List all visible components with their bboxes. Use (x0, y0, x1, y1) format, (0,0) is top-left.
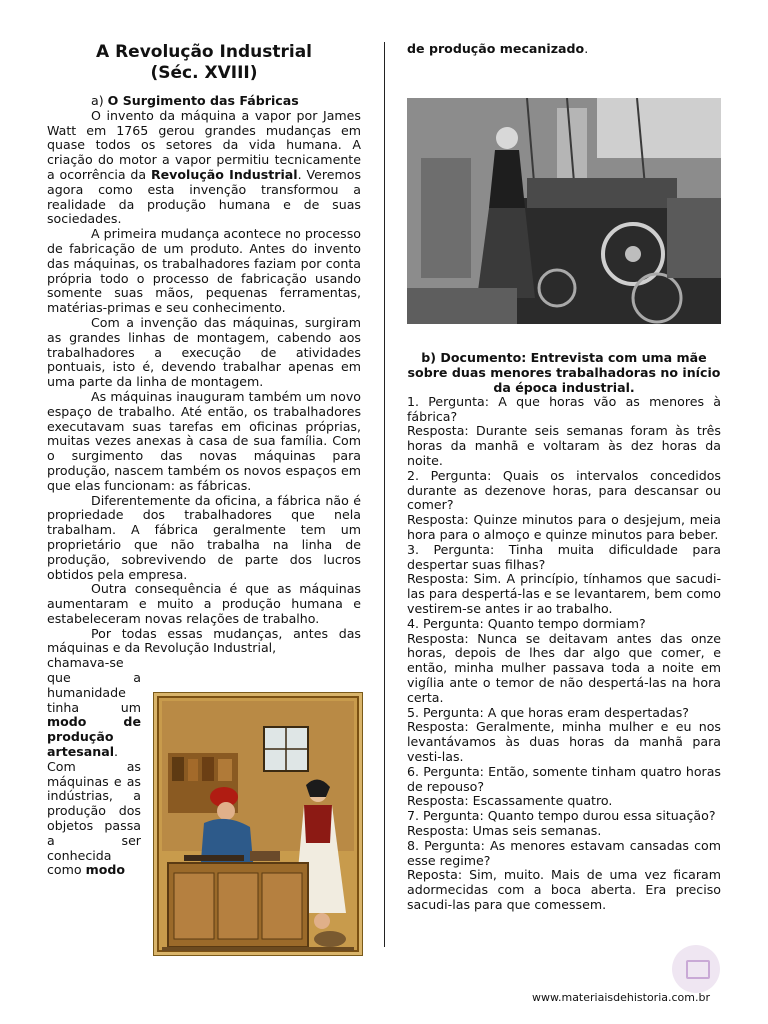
artisan-workshop-illustration (153, 692, 363, 956)
paragraph-3: Com a invenção das máquinas, surgiram as grandes linhas de montagem, cabendo aos trabalhadores a execução de atividades pontuais, isto é, devendo trabalhar apenas em uma parte da linha de montagem. (47, 314, 361, 390)
term-revolucao-industrial: Revolução Industrial (150, 166, 298, 182)
interview-line: 1. Pergunta: A que horas vão as menores à fábrica? (407, 393, 721, 424)
section-a-title: O Surgimento das Fábricas (107, 93, 299, 108)
interview-line: Resposta: Umas seis semanas. (407, 822, 602, 838)
paragraph-6: Outra consequência é que as máquinas aumentaram e muito a produção humana e estabeleceram novas relações de trabalho. (47, 581, 361, 626)
interview-line: 4. Pergunta: Quanto tempo dormiam? (407, 615, 646, 631)
right-column (407, 40, 721, 913)
title-line-2: (Séc. XVIII) (150, 63, 258, 83)
footer-website[interactable]: www.materiaisdehistoria.com.br (532, 991, 710, 1004)
interview-list (407, 395, 721, 913)
book-logo-icon (672, 945, 720, 993)
paragraph-5: Diferentemente da oficina, a fábrica não é propriedade dos trabalhadores que nela trabalham. A fábrica geralmente tem um proprietário que não trabalha na linha de produção, sobrevivendo de parte dos lucros obtidos pela empresa. (47, 492, 361, 582)
interview-line: Resposta: Escassamente quatro. (407, 793, 613, 809)
column-divider (384, 42, 385, 947)
interview-line: 6. Pergunta: Então, somente tinham quatro horas de repouso? (407, 763, 721, 794)
interview-line: 7. Pergunta: Quanto tempo durou essa situação? (407, 808, 716, 824)
section-a-heading: a) O Surgimento das Fábricas (91, 93, 299, 108)
paragraph-7-continuation: de produção mecanizado. (407, 41, 589, 56)
interview-line: 3. Pergunta: Tinha muita dificuldade para despertar suas filhas? (407, 541, 721, 572)
section-b-heading: b) Documento: Entrevista com uma mãe sobre duas menores trabalhadoras no início da época industrial. (407, 349, 721, 395)
term-modo: modo (85, 862, 126, 878)
artisan-wrap-block (47, 656, 361, 878)
paragraph-1: O invento da máquina a vapor por James Watt em 1765 gerou grandes mudanças em quase todos os setores da vida humana. A criação do motor a vapor permitiu tecnicamente a ocorrência da Revolução Industrial. Veremos agora como esta invenção transformou a realidade da produção humana e de suas sociedades. (47, 107, 362, 227)
interview-line: Resposta: Nunca se deitavam antes das onze horas, depois de lhes dar algo que comer, e então, minha mulher passava toda a noite em vigília ante o temor de não despertá-las na hora certa. (407, 630, 721, 705)
paragraph-7-wrapped: chamava-se que a humanidade tinha um modo de produção artesanal. Com as máquinas e as indústrias, a produção dos objetos passa a ser conhecida como modo (47, 655, 141, 878)
factory-photo (407, 98, 721, 324)
left-column (47, 40, 361, 878)
title-line-1: A Revolução Industrial (96, 42, 312, 62)
term-modo-artesanal: modo de produção artesanal (47, 714, 141, 760)
paragraph-2: A primeira mudança acontece no processo de fabricação de um produto. Antes do invento das máquinas, os trabalhadores faziam por conta própria todo o processo de fabricação usando somente suas mãos, pequenas ferramentas, matérias-primas e seu conhecimento. (47, 226, 361, 316)
page-title (47, 42, 361, 84)
interview-line: 5. Pergunta: A que horas eram despertadas? (407, 704, 689, 720)
paragraph-7-lead: Por todas essas mudanças, antes das máquinas e da Revolução Industrial, (47, 625, 361, 656)
interview-line: Resposta: Geralmente, minha mulher e eu nos levantávamos às duas horas da manhã para vesti-las. (407, 719, 721, 764)
interview-line: 2. Pergunta: Quais os intervalos concedidos durante as dezenove horas, para descansar ou comer? (407, 467, 721, 513)
paragraph-4: As máquinas inauguram também um novo espaço de trabalho. Até então, os trabalhadores executavam suas tarefas em oficinas próprias, muitas vezes anexas à casa de sua família. Com o surgimento das novas máquinas para produção, nascem também os novos espaços em que elas funcionam: as fábricas. (47, 388, 361, 493)
section-a-body (47, 94, 361, 878)
interview-line: Reposta: Sim, muito. Mais de uma vez ficaram adormecidas com a boca aberta. Era preciso sacudi-las para que comessem. (407, 867, 721, 912)
interview-line: 8. Pergunta: As menores estavam cansadas com esse regime? (407, 837, 721, 868)
interview-line: Resposta: Sim. A princípio, tínhamos que sacudi-las para despertá-las e se levantarem, bem como vestirem-se antes ir ao trabalho. (407, 571, 721, 616)
interview-line: Resposta: Quinze minutos para o desjejum, meia hora para o almoço e quinze minutos para beber. (407, 512, 721, 542)
interview-line: Resposta: Durante seis semanas foram às três horas da manhã e voltaram às dez horas da noite. (407, 423, 721, 468)
